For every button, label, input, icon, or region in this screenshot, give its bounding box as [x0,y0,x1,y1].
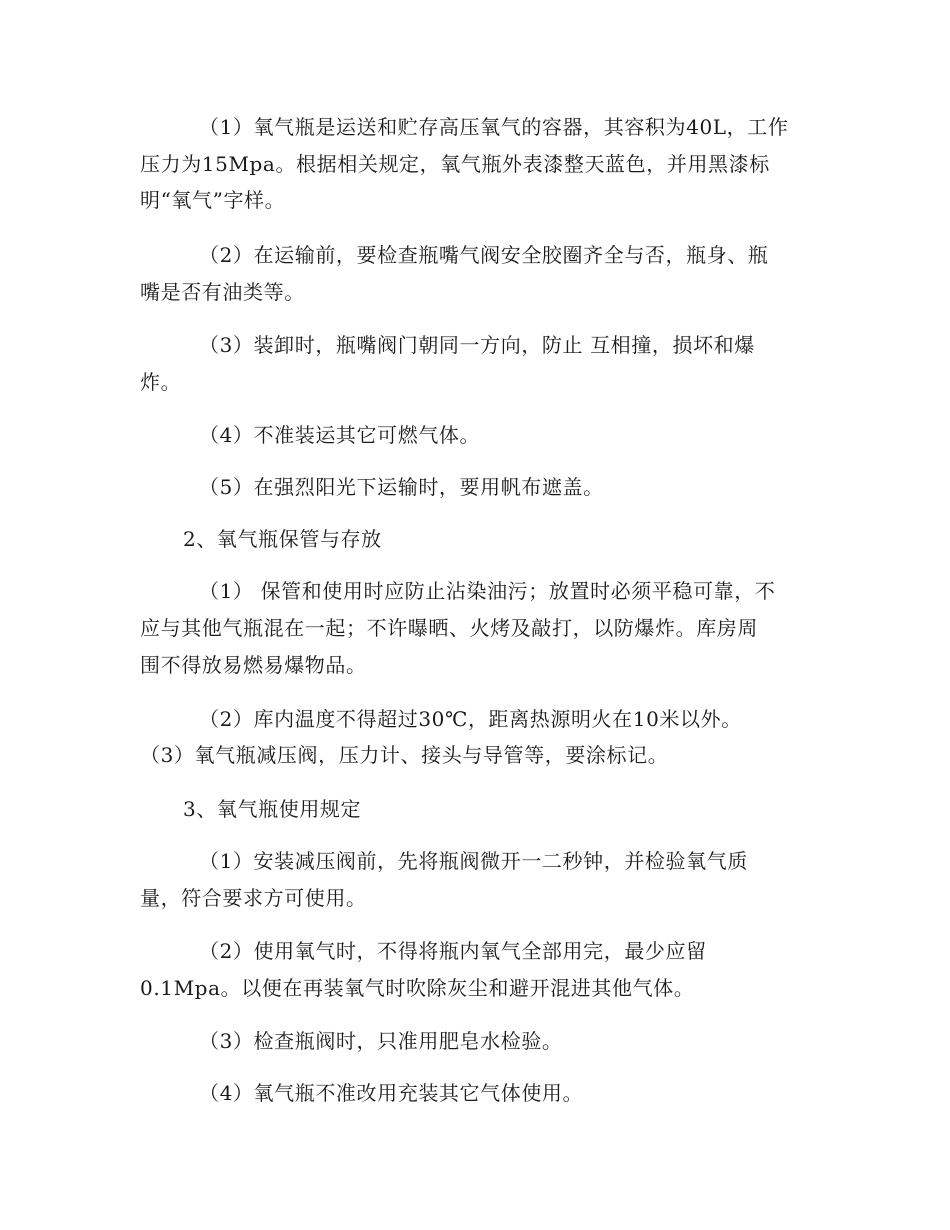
text-line: （5）在强烈阳光下运输时，要用帆布遮盖。 [199,475,604,499]
text-line: （2）在运输前，要检查瓶嘴气阀安全胶圈齐全与否，瓶身、瓶 [199,243,769,267]
text-line: （3）装卸时，瓶嘴阀门朝同一方向，防止 互相撞，损坏和爆 [199,333,755,357]
text-line: 炸。 [140,370,182,394]
text-line: 量，符合要求方可使用。 [140,886,367,910]
text-line: （3）氧气瓶减压阀，压力计、接头与导管等，要涂标记。 [140,743,669,767]
text-line: 应与其他气瓶混在一起；不许曝晒、火烤及敲打，以防爆炸。库房周 [140,616,758,640]
text-line: （4）氧气瓶不准改用充装其它气体使用。 [199,1081,584,1105]
section-heading: 3、氧气瓶使用规定 [183,797,362,821]
text-line: （2）库内温度不得超过30℃，距离热源明火在10米以外。 [199,707,742,731]
text-line: 明“氧气”字样。 [140,188,286,212]
text-line: 0.1Mpa。以便在再装氧气时吹除灰尘和避开混进其他气体。 [140,976,695,1000]
text-line: （1） 保管和使用时应防止沾染油污；放置时必须平稳可靠，不 [199,579,776,603]
text-line: 压力为15Mpa。根据相关规定，氧气瓶外表漆整天蓝色，并用黑漆标 [140,152,770,176]
text-line: （1）安装减压阀前，先将瓶阀微开一二秒钟，并检验氧气质 [199,849,748,873]
section-heading: 2、氧气瓶保管与存放 [183,527,382,551]
text-line: 嘴是否有油类等。 [140,280,305,304]
text-line: （1）氧气瓶是运送和贮存高压氧气的容器，其容积为40L，工作 [199,115,789,139]
text-line: （3）检查瓶阀时，只准用肥皂水检验。 [199,1029,563,1053]
text-line: 围不得放易燃易爆物品。 [140,653,367,677]
text-line: （2）使用氧气时，不得将瓶内氧气全部用完，最少应留 [199,939,707,963]
text-line: （4）不准装运其它可燃气体。 [199,423,481,447]
